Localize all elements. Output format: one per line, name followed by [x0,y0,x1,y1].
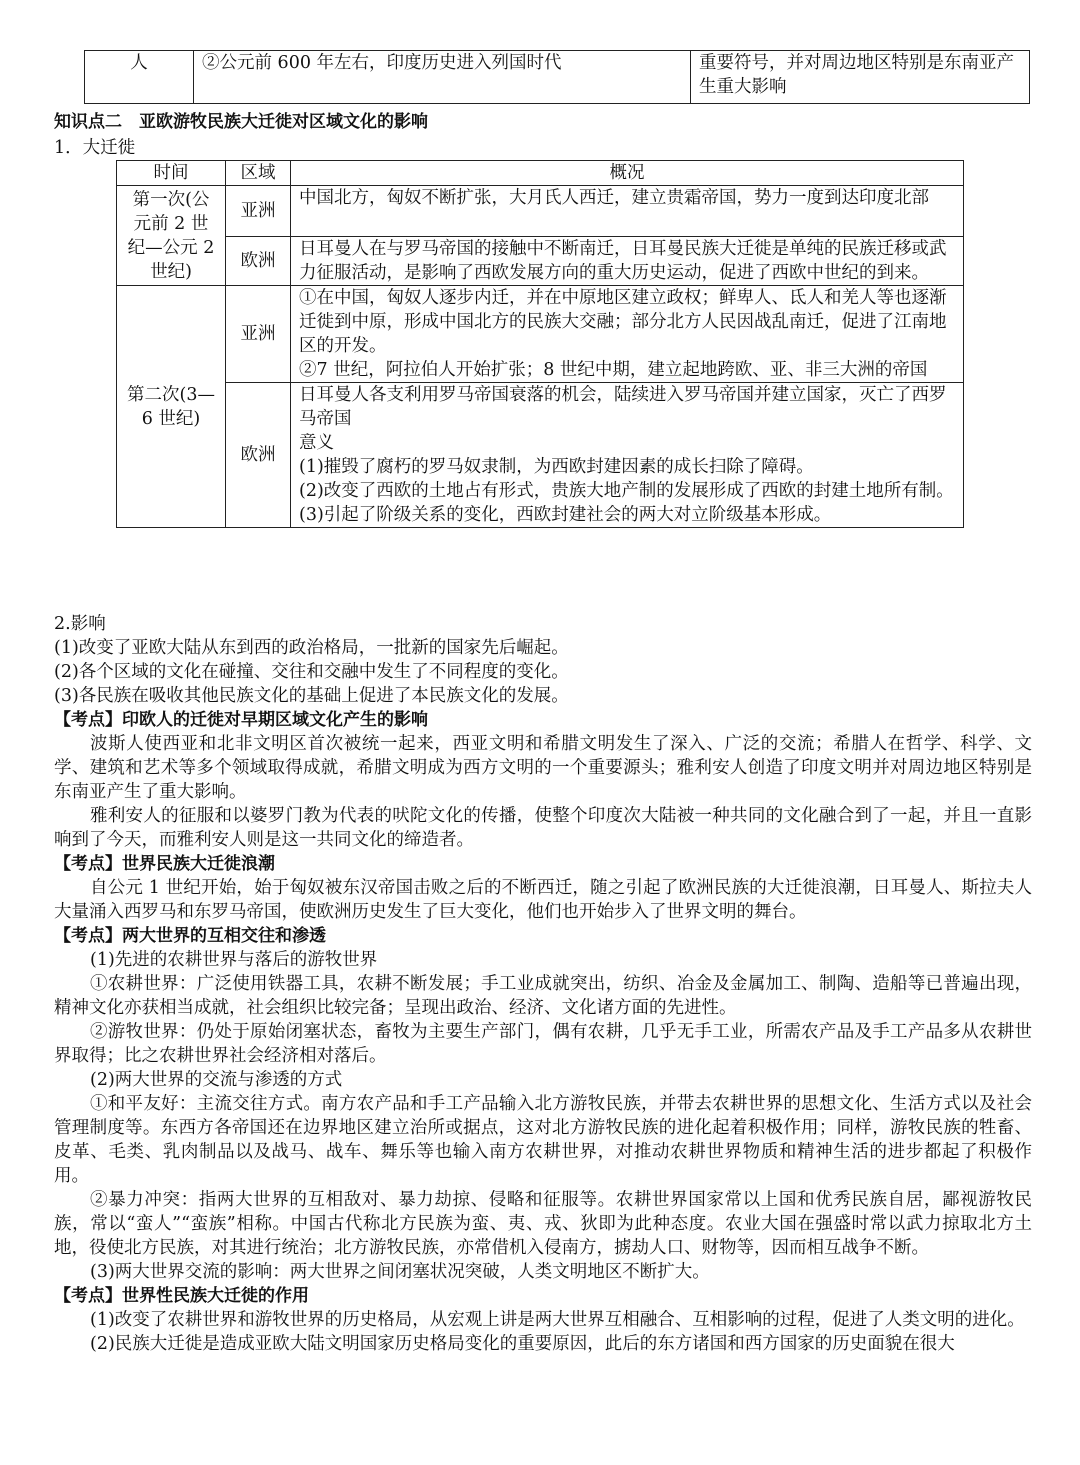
table-row [117,286,964,383]
paragraph: ①农耕世界：广泛使用铁器工具，农耕不断发展；手工业成就突出，纺织、冶金及金属加工、制陶、造船等已普遍出现，精神文化亦获相当成就，社会组织比较完备；呈现出政治、经济、文化诸方面的先进性。 [54,974,1032,1018]
paragraph: (2)民族大迁徙是造成亚欧大陆文明国家历史格局变化的重要原因，此后的东方诸国和西方国家的历史面貌在很大 [90,1334,955,1354]
table-row [117,237,964,286]
table-header-row [117,161,964,186]
header-time: 时间 [117,161,226,186]
key-point-title: 【考点】世界性民族大迁徙的作用 [54,1286,309,1306]
table-cell [291,286,964,383]
table-row [117,383,964,528]
table-cell: ②公元前 600 年左右，印度历史进入列国时代 [194,51,691,104]
table-cell: 日耳曼人在与罗马帝国的接触中不断南迁，日耳曼民族大迁徙是单纯的民族迁移或武力征服活动，是影响了西欧发展方向的重大历史运动，促进了西欧中世纪的到来。 [291,237,964,286]
paragraph: (1)改变了农耕世界和游牧世界的历史格局，从宏观上讲是两大世界互相融合、互相影响的过程，促进了人类文明的进化。 [90,1310,1025,1330]
subsection-title: 2.影响 [54,614,106,634]
paragraph: (3)两大世界交流的影响：两大世界之间闭塞状况突破，人类文明地区不断扩大。 [90,1262,710,1282]
table-cell [291,383,964,528]
body-text [54,612,1032,1356]
header-region: 区域 [226,161,291,186]
paragraph: 雅利安人的征服和以婆罗门教为代表的吠陀文化的传播，使整个印度次大陆被一种共同的文化融合到了一起，并且一直影响到了今天，而雅利安人则是这一共同文化的缔造者。 [54,806,1032,850]
key-point-title: 【考点】两大世界的互相交往和渗透 [54,926,326,946]
table-cell: 中国北方，匈奴不断扩张，大月氏人西迁，建立贵霜帝国，势力一度到达印度北部 [291,186,964,237]
cell-line: (3)引起了阶级关系的变化，西欧封建社会的两大对立阶级基本形成。 [299,505,832,525]
paragraph: (3)各民族在吸收其他民族文化的基础上促进了本民族文化的发展。 [54,686,569,706]
subsection-title: 1．大迁徙 [54,138,136,158]
paragraph: (2)两大世界的交流与渗透的方式 [90,1070,343,1090]
key-point-title: 【考点】印欧人的迁徙对早期区域文化产生的影响 [54,710,428,730]
second-migration-time: 第二次(3—6 世纪) [117,286,226,528]
paragraph: 波斯人使西亚和北非文明区首次被统一起来，西亚文明和希腊文明发生了深入、广泛的交流；希腊人在哲学、科学、文学、建筑和艺术等多个领域取得成就，希腊文明成为西方文明的一个重要源头；雅利安人创造了印度文明并对周边地区特别是东南亚产生了重大影响。 [54,734,1032,802]
cell-line: 意义 [299,433,334,453]
table-row [117,186,964,237]
paragraph: ②暴力冲突：指两大世界的互相敌对、暴力劫掠、侵略和征服等。农耕世界国家常以上国和优秀民族自居，鄙视游牧民族，常以“蛮人”“蛮族”相称。中国古代称北方民族为蛮、夷、戎、狄即为此种态度。农业大国在强盛时常以武力掠取北方土地，役使北方民族，对其进行统治；北方游牧民族，亦常借机入侵南方，掳劫人口、财物等，因而相互战争不断。 [54,1190,1032,1258]
region-label: 亚洲 [226,186,291,237]
first-migration-time: 第一次(公元前 2 世纪—公元 2 世纪) [117,186,226,286]
table-cell: 人 [85,51,194,104]
paragraph: (1)先进的农耕世界与落后的游牧世界 [90,950,378,970]
cell-line: ①在中国，匈奴人逐步内迁，并在中原地区建立政权；鲜卑人、氐人和羌人等也逐渐迁徙到中原，形成中国北方的民族大交融；部分北方人民因战乱南迁，促进了江南地区的开发。 [299,288,947,356]
paragraph: (2)各个区域的文化在碰撞、交往和交融中发生了不同程度的变化。 [54,662,569,682]
region-label: 欧洲 [226,237,291,286]
top-table [84,50,1030,104]
table-cell: 重要符号，并对周边地区特别是东南亚产生重大影响 [691,51,1030,104]
key-point-title: 【考点】世界民族大迁徙浪潮 [54,854,275,874]
table-row [85,51,1030,104]
cell-line: (1)摧毁了腐朽的罗马奴隶制，为西欧封建因素的成长扫除了障碍。 [299,457,814,477]
paragraph: (1)改变了亚欧大陆从东到西的政治格局，一批新的国家先后崛起。 [54,638,569,658]
paragraph: 自公元 1 世纪开始，始于匈奴被东汉帝国击败之后的不断西迁，随之引起了欧洲民族的大迁徙浪潮，日耳曼人、斯拉夫人大量涌入西罗马和东罗马帝国，使欧洲历史发生了巨大变化，他们也开始步入了世界文明的舞台。 [54,878,1032,922]
section-heading: 知识点二 亚欧游牧民族大迁徙对区域文化的影响 [54,112,428,132]
cell-line: ②7 世纪，阿拉伯人开始扩张；8 世纪中期，建立起地跨欧、亚、非三大洲的帝国 [299,360,928,380]
paragraph: ①和平友好：主流交往方式。南方农产品和手工产品输入北方游牧民族，并带去农耕世界的思想文化、生活方式以及社会管理制度等。东西方各帝国还在边界地区建立治所或据点，这对北方游牧民族的进化起着积极作用；同样，游牧民族的牲畜、皮革、毛类、乳肉制品以及战马、战车、舞乐等也输入南方农耕世界，对推动农耕世界物质和精神生活的进步都起了积极作用。 [54,1094,1032,1186]
cell-line: 日耳曼人各支利用罗马帝国衰落的机会，陆续进入罗马帝国并建立国家，灭亡了西罗马帝国 [299,385,947,429]
header-overview: 概况 [291,161,964,186]
migration-table [116,160,964,528]
cell-line: (2)改变了西欧的土地占有形式，贵族大地产制的发展形成了西欧的封建土地所有制。 [299,481,954,501]
paragraph: ②游牧世界：仍处于原始闭塞状态，畜牧为主要生产部门，偶有农耕，几乎无手工业，所需农产品及手工产品多从农耕世界取得；比之农耕世界社会经济相对落后。 [54,1022,1032,1066]
region-label: 亚洲 [226,286,291,383]
region-label: 欧洲 [226,383,291,528]
